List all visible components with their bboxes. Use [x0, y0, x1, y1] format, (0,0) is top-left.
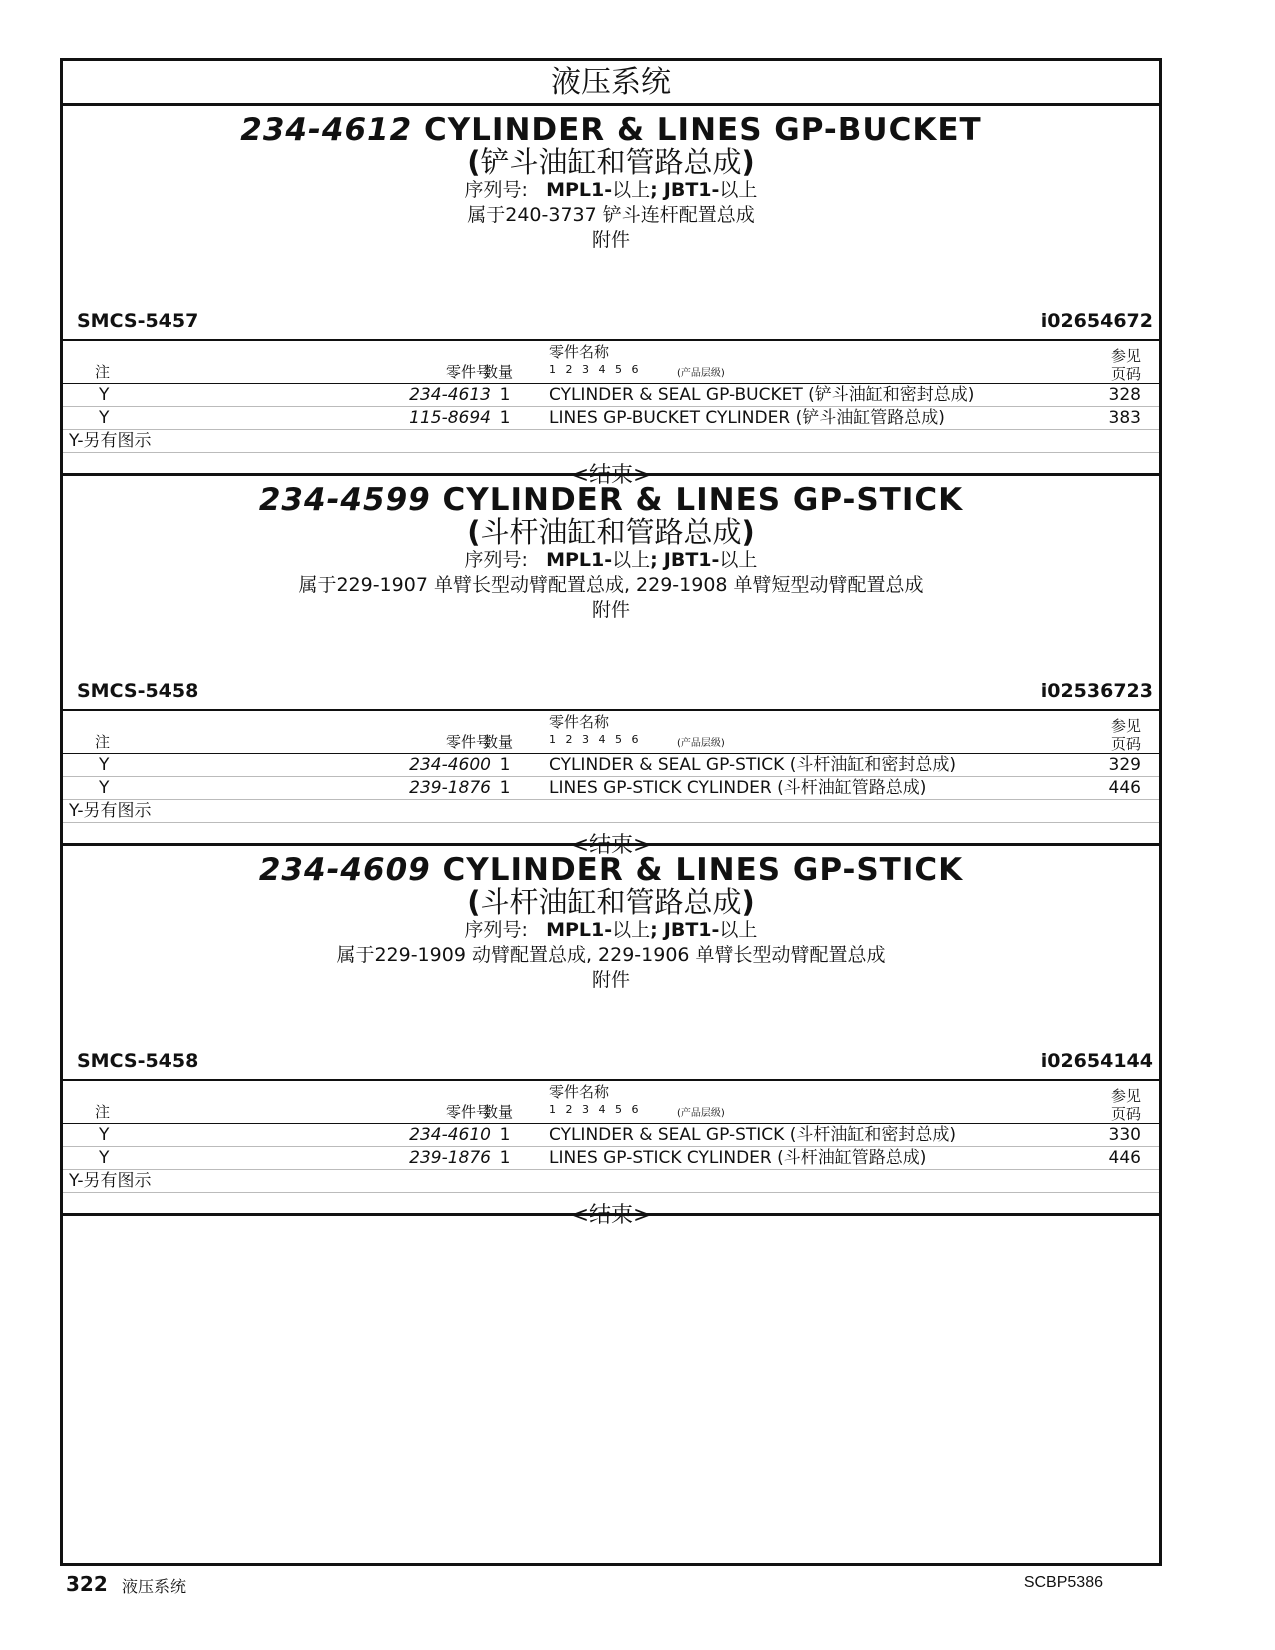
header-note: 注	[95, 733, 111, 751]
header-levels: 1 2 3 4 5 6	[549, 733, 639, 746]
parts-table	[63, 709, 1159, 869]
serial-line	[63, 548, 1159, 573]
section-title	[63, 854, 1159, 886]
serial-b: JBT1-	[663, 549, 720, 571]
section-cn-title: (斗杆油缸和管路总成)	[467, 515, 755, 549]
smcs-row	[77, 310, 1153, 334]
table-row	[63, 407, 1159, 430]
row-ref-page[interactable]: 329	[1108, 755, 1141, 775]
row-note: Y	[99, 385, 110, 405]
belongs-line: 属于229-1907 单臂长型动臂配置总成, 229-1908 单臂短型动臂配置总成	[298, 574, 924, 596]
serial-a: MPL1-	[546, 179, 613, 201]
row-part-number[interactable]: 234-4600	[409, 755, 491, 775]
section-number: 234-4612	[240, 112, 413, 148]
header-part-name: 零件名称	[549, 1083, 610, 1101]
serial-b: JBT1-	[663, 919, 720, 941]
serial-line	[63, 918, 1159, 943]
row-quantity: 1	[499, 1125, 511, 1145]
row-part-number[interactable]: 115-8694	[409, 408, 491, 428]
table-row	[63, 384, 1159, 407]
footnote: Y-另有图示	[63, 800, 1159, 823]
illustration-id: i02654672	[1040, 310, 1153, 332]
row-part-number[interactable]: 234-4613	[409, 385, 491, 405]
serial-a: MPL1-	[546, 919, 613, 941]
header-levels: 1 2 3 4 5 6	[549, 363, 639, 376]
section-number: 234-4609	[258, 852, 431, 888]
end-marker: <结束>	[570, 463, 652, 488]
header-part-name: 零件名称	[549, 713, 610, 731]
table-row	[63, 754, 1159, 777]
serial-a-cn: 以上	[612, 549, 651, 571]
header-note: 注	[95, 1103, 111, 1121]
header-part-number: 零件号	[445, 1103, 491, 1121]
section-title-text: CYLINDER & LINES GP-STICK	[442, 852, 964, 888]
row-description: LINES GP-STICK CYLINDER (斗杆油缸管路总成)	[549, 778, 927, 798]
page-footer	[66, 1572, 1103, 1602]
section-title-text: CYLINDER & LINES GP-STICK	[442, 482, 964, 518]
header-levels-note: (产品层级)	[677, 738, 725, 749]
header-quantity: 数量	[483, 1103, 514, 1121]
row-quantity: 1	[499, 755, 511, 775]
row-quantity: 1	[499, 1148, 511, 1168]
serial-b: JBT1-	[663, 179, 720, 201]
doc-code: SCBP5386	[1023, 1574, 1103, 1591]
table-header	[63, 709, 1159, 754]
row-description: LINES GP-STICK CYLINDER (斗杆油缸管路总成)	[549, 1148, 927, 1168]
row-ref-page[interactable]: 383	[1108, 408, 1141, 428]
section-cn-title: (铲斗油缸和管路总成)	[467, 145, 755, 179]
header-levels: 1 2 3 4 5 6	[549, 1103, 639, 1116]
header-ref-2: 页码	[1110, 1105, 1141, 1123]
section-number: 234-4599	[258, 482, 431, 518]
illustration-id: i02654144	[1040, 1050, 1153, 1072]
row-description: CYLINDER & SEAL GP-BUCKET (铲斗油缸和密封总成)	[549, 385, 975, 405]
serial-b-cn: 以上	[719, 919, 758, 941]
header-quantity: 数量	[483, 733, 514, 751]
row-note: Y	[99, 408, 110, 428]
header-ref-2: 页码	[1110, 365, 1141, 383]
serial-a-cn: 以上	[612, 919, 651, 941]
row-description: CYLINDER & SEAL GP-STICK (斗杆油缸和密封总成)	[549, 755, 956, 775]
section-cn-title-text: 斗杆油缸和管路总成	[480, 885, 742, 919]
belongs-line: 属于240-3737 铲斗连杆配置总成	[467, 204, 755, 226]
row-note: Y	[99, 778, 110, 798]
header-part-name: 零件名称	[549, 343, 610, 361]
serial-a: MPL1-	[546, 549, 613, 571]
header-levels-note: (产品层级)	[677, 1108, 725, 1119]
row-part-number[interactable]: 234-4610	[409, 1125, 491, 1145]
footnote: Y-另有图示	[63, 1170, 1159, 1193]
parts-table	[63, 1079, 1159, 1239]
section-title	[63, 114, 1159, 146]
smcs-row	[77, 680, 1153, 704]
row-quantity: 1	[499, 778, 511, 798]
sections-container	[63, 112, 1159, 1228]
row-ref-page[interactable]: 330	[1108, 1125, 1141, 1145]
row-description: LINES GP-BUCKET CYLINDER (铲斗油缸管路总成)	[549, 408, 945, 428]
end-marker: <结束>	[570, 1203, 652, 1228]
table-row	[63, 1124, 1159, 1147]
serial-line	[63, 178, 1159, 203]
serial-sep: ;	[650, 919, 658, 941]
row-note: Y	[99, 755, 110, 775]
header-part-number: 零件号	[445, 733, 491, 751]
section-title-text: CYLINDER & LINES GP-BUCKET	[423, 112, 982, 148]
header-ref-1: 参见	[1110, 1087, 1141, 1105]
section-cn-title-text: 铲斗油缸和管路总成	[480, 145, 742, 179]
attach-line: 附件	[591, 229, 630, 251]
page-frame	[60, 58, 1162, 1566]
section-cn-title-text: 斗杆油缸和管路总成	[480, 515, 742, 549]
row-part-number[interactable]: 239-1876	[409, 1148, 491, 1168]
end-marker: <结束>	[570, 833, 652, 858]
serial-label: 序列号:	[464, 919, 528, 941]
parts-section	[63, 112, 1159, 488]
serial-a-cn: 以上	[612, 179, 651, 201]
row-ref-page[interactable]: 446	[1108, 778, 1141, 798]
header-quantity: 数量	[483, 363, 514, 381]
serial-sep: ;	[650, 179, 658, 201]
row-part-number[interactable]: 239-1876	[409, 778, 491, 798]
serial-label: 序列号:	[464, 549, 528, 571]
smcs-code: SMCS-5458	[77, 680, 199, 702]
attach-line: 附件	[591, 969, 630, 991]
header-note: 注	[95, 363, 111, 381]
section-title	[63, 484, 1159, 516]
serial-b-cn: 以上	[719, 549, 758, 571]
row-note: Y	[99, 1125, 110, 1145]
smcs-row	[77, 1050, 1153, 1074]
row-description: CYLINDER & SEAL GP-STICK (斗杆油缸和密封总成)	[549, 1125, 956, 1145]
row-ref-page[interactable]: 328	[1108, 385, 1141, 405]
table-row	[63, 777, 1159, 800]
header-levels-note: (产品层级)	[677, 368, 725, 379]
parts-table	[63, 339, 1159, 499]
page-title: 液压系统	[63, 61, 1159, 106]
belongs-line: 属于229-1909 动臂配置总成, 229-1906 单臂长型动臂配置总成	[336, 944, 886, 966]
serial-sep: ;	[650, 549, 658, 571]
parts-section	[63, 852, 1159, 1228]
table-row	[63, 1147, 1159, 1170]
row-quantity: 1	[499, 408, 511, 428]
illustration-id: i02536723	[1040, 680, 1153, 702]
serial-b-cn: 以上	[719, 179, 758, 201]
footer-title: 液压系统	[122, 1577, 187, 1596]
header-ref-1: 参见	[1110, 347, 1141, 365]
header-ref-2: 页码	[1110, 735, 1141, 753]
footnote: Y-另有图示	[63, 430, 1159, 453]
smcs-code: SMCS-5457	[77, 310, 199, 332]
header-ref-1: 参见	[1110, 717, 1141, 735]
attach-line: 附件	[591, 599, 630, 621]
smcs-code: SMCS-5458	[77, 1050, 199, 1072]
row-note: Y	[99, 1148, 110, 1168]
parts-section	[63, 482, 1159, 858]
section-cn-title: (斗杆油缸和管路总成)	[467, 885, 755, 919]
page-number: 322	[66, 1572, 108, 1596]
row-ref-page[interactable]: 446	[1108, 1148, 1141, 1168]
table-header	[63, 1079, 1159, 1124]
header-part-number: 零件号	[445, 363, 491, 381]
serial-label: 序列号:	[464, 179, 528, 201]
table-header	[63, 339, 1159, 384]
row-quantity: 1	[499, 385, 511, 405]
